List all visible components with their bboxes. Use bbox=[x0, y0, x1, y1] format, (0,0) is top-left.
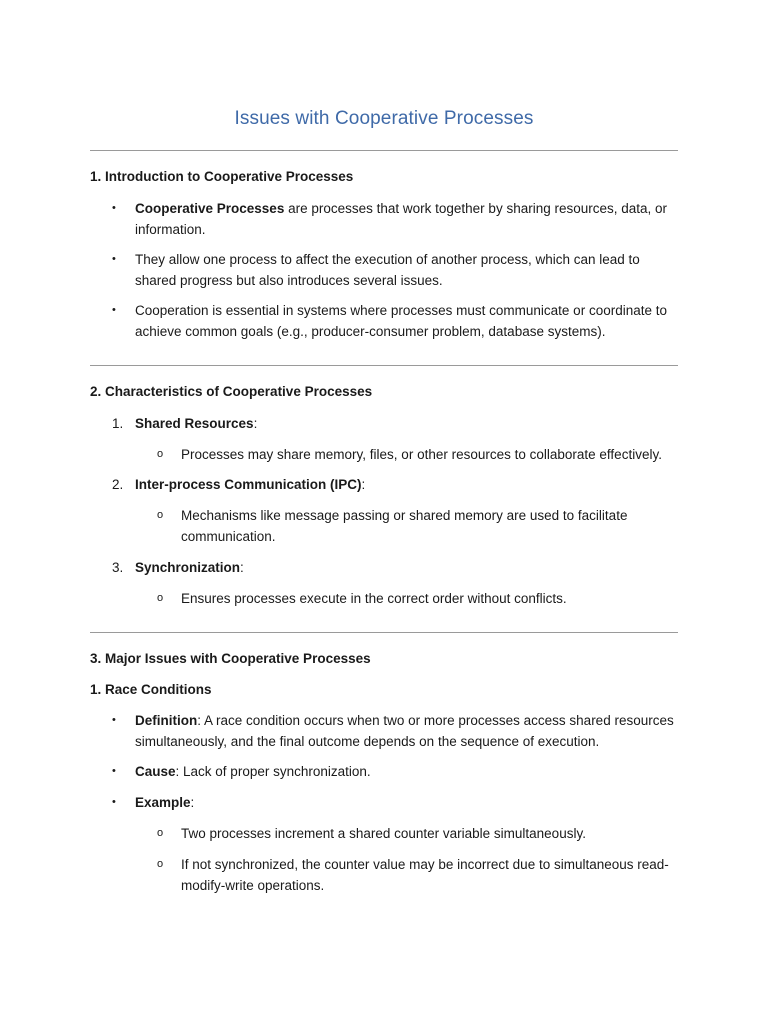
section-heading: 2. Characteristics of Cooperative Processes bbox=[90, 384, 373, 399]
sub-list-item bbox=[90, 444, 680, 465]
sub-bullet-text: Two processes increment a shared counter variable simultaneously. bbox=[181, 826, 586, 841]
sub-list-item bbox=[90, 505, 680, 547]
list-item bbox=[90, 710, 680, 752]
list-item bbox=[90, 761, 680, 782]
sub-bullet-text: Mechanisms like message passing or shared memory are used to facilitate communication. bbox=[181, 508, 628, 544]
section-heading: 1. Introduction to Cooperative Processes bbox=[90, 169, 354, 184]
sub-bullet-marker: o bbox=[157, 827, 164, 839]
bold-term: Shared Resources bbox=[135, 416, 254, 431]
numbered-item bbox=[90, 474, 680, 495]
section-major-issues bbox=[90, 649, 680, 896]
divider bbox=[90, 632, 678, 633]
sub-bullet-marker: o bbox=[157, 509, 164, 521]
bullet-text: : A race condition occurs when two or more processes access shared resources simultaneously, and the final outcome depends on the sequence of execution. bbox=[135, 713, 674, 749]
sub-bullet-text: Ensures processes execute in the correct order without conflicts. bbox=[181, 591, 567, 606]
bullet-text: Cooperation is essential in systems where processes must communicate or coordinate to achieve common goals (e.g., producer-consumer problem, database systems). bbox=[135, 303, 667, 339]
document-title: Issues with Cooperative Processes bbox=[234, 108, 534, 129]
sub-bullet-text: Processes may share memory, files, or other resources to collaborate effectively. bbox=[181, 447, 662, 462]
bullet-marker: • bbox=[112, 304, 116, 316]
sub-bullet-marker: o bbox=[157, 858, 164, 870]
list-item bbox=[90, 249, 680, 291]
bold-term: Inter-process Communication (IPC) bbox=[135, 477, 362, 492]
number-marker: 3. bbox=[112, 560, 124, 575]
sub-list-item bbox=[90, 854, 680, 896]
sub-list-item bbox=[90, 588, 680, 609]
suffix: : bbox=[253, 416, 258, 431]
subsection-heading: 1. Race Conditions bbox=[90, 682, 212, 697]
sub-list-item bbox=[90, 823, 680, 844]
sub-bullet-marker: o bbox=[157, 592, 164, 604]
bullet-text: : bbox=[190, 795, 195, 810]
bullet-marker: • bbox=[112, 765, 116, 777]
bullet-marker: • bbox=[112, 714, 116, 726]
list-item bbox=[90, 792, 680, 813]
sub-bullet-text: If not synchronized, the counter value may be incorrect due to simultaneous read-modify-write operations. bbox=[181, 857, 669, 893]
bullet-text: are processes that work together by sharing resources, data, or information. bbox=[135, 201, 668, 237]
numbered-item bbox=[90, 413, 680, 434]
bold-term: Cooperative Processes bbox=[135, 201, 285, 216]
bullet-marker: • bbox=[112, 253, 116, 265]
sub-bullet-marker: o bbox=[157, 448, 164, 460]
section-heading: 3. Major Issues with Cooperative Processes bbox=[90, 651, 371, 666]
section-characteristics bbox=[90, 382, 680, 609]
suffix: : bbox=[361, 477, 366, 492]
bullet-marker: • bbox=[112, 796, 116, 808]
numbered-item bbox=[90, 557, 680, 578]
bold-term: Synchronization bbox=[135, 560, 241, 575]
section-introduction bbox=[90, 167, 680, 342]
number-marker: 2. bbox=[112, 477, 124, 492]
bullet-text: They allow one process to affect the execution of another process, which can lead to shared progress but also introduces several issues. bbox=[135, 252, 640, 288]
bullet-text: : Lack of proper synchronization. bbox=[175, 764, 371, 779]
divider bbox=[90, 150, 678, 151]
number-marker: 1. bbox=[112, 416, 124, 431]
suffix: : bbox=[240, 560, 244, 575]
bold-term: Example bbox=[135, 795, 191, 810]
divider bbox=[90, 365, 678, 366]
bold-term: Definition bbox=[135, 713, 198, 728]
list-item bbox=[90, 300, 680, 342]
list-item bbox=[90, 198, 680, 240]
bullet-marker: • bbox=[112, 202, 116, 214]
bold-term: Cause bbox=[135, 764, 176, 779]
